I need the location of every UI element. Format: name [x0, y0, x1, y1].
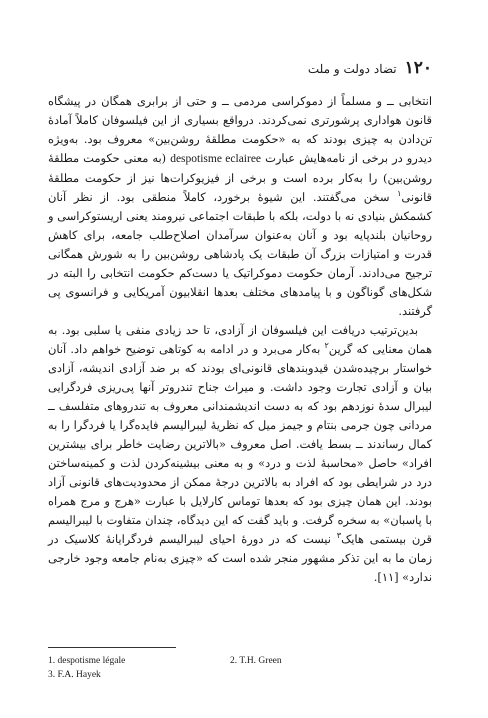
body-text: [48, 92, 432, 587]
footnote-2: [230, 654, 430, 668]
footnote-text: despotisme légale: [57, 656, 126, 666]
footnote-text: T.H. Green: [239, 656, 282, 666]
footnote-number: 2.: [230, 656, 238, 666]
text-span: بدین‌ترتیب دریافت این فیلسوفان از آزادی، تا حد زیادی منفی یا سلبی بود. به همان معنایی که گرین: [48, 323, 432, 356]
text-span: نیست که در دورهٔ احیای لیبرالیسم فردگرایانهٔ کلاسیک در زمان ما به این تذکر مشهور منجر شده است که «چیزی به‌نام جامعه وجود خارجی ندارد» [۱۱].: [48, 532, 432, 584]
footnotes: [48, 654, 432, 682]
footnote-divider: [48, 647, 176, 648]
paragraph-1: [48, 92, 432, 321]
latin-term: despotisme eclairee: [170, 153, 262, 165]
running-title: تضاد دولت و ملت: [307, 62, 397, 76]
text-span: (به معنی حکومت مطلقهٔ روشن‌بین) را به‌کار برده است و برخی از فیزیوکرات‌ها نیز از حکومت مطلقهٔ قانونی: [48, 151, 432, 204]
footnote-text: F.A. Hayek: [57, 670, 101, 680]
footnote-number: 3.: [48, 670, 56, 680]
page-header: [48, 58, 432, 78]
footnote-ref-2[interactable]: ۲: [324, 341, 329, 351]
footnote-ref-3[interactable]: ۳: [336, 531, 342, 541]
text-span: سخن می‌گفتند. این شیوهٔ برخورد، کاملاً منطقی بود. از نظر آنان کشمکش بنیادی نه با دولت، بلکه با طبقات اجتماعی نیرومند یعنی اریستوکراسی و روحانیان بلندپایه بود و آنان به‌عنوان سرآمدان اصلاح‌طلب جامعه، برای کاهش قدرت و امتیازات بزرگ آن طبقات یک پادشاهی روشن‌بین را به شورش همگانی ترجیح می‌دادند. آرمان حکومت دموکراتیک یا دست‌کم حکومت انتخابی را البته در شکل‌های گوناگون و با پیامدهای مختلف بعدها انقلابیون آمریکایی و فرانسوی پی گرفتند.: [48, 190, 432, 318]
paragraph-2: [48, 321, 432, 587]
text-span: به‌کار می‌برد و در ادامه به کوتاهی توضیح خواهم داد. آنان خواستار برچیده‌شدن قیدوبندهای قانونی‌ای بودند که بر ضد آزادی اندیشه، آزادی بیان و آزادی تجارت وجود داشت. و میراث جناح تندروتر آنها پی‌ریزی فردگرایی لیبرال سدهٔ نوزدهم بود که به دست اندیشمندانی معروف به تندروهای متفلسف ــ مردانی چون جرمی بنتام و جیمز میل که نظریهٔ لیبرالیسم فایده‌گرا یا فردگرا را به کمال رساندند ــ بسط یافت. اصل معروف «بالاترین رضایت خاطر برای بیشترین افراد» حاصل «محاسبهٔ لذت و درد» و به معنی بیشینه‌کردن لذت و کمینه‌ساختن درد در شرایطی بود که افراد به بالاترین درجهٔ ممکن از محدودیت‌های قانونی آزاد بودند. این همان چیزی بود که بعدها توماس کارلایل با عبارت «هرج و مرج همراه با پاسبان» به سخره گرفت. و باید گفت که این دیدگاه، چندان متفاوت با لیبرالیسم قرن بیستمی هایک: [48, 342, 432, 546]
footnote-number: 1.: [48, 656, 56, 666]
page-number: ۱۲۰: [404, 58, 432, 78]
footnote-ref-1[interactable]: ۱: [397, 189, 402, 199]
footnote-3: [48, 668, 230, 682]
text-span: انتخابی ــ و مسلماً از دموکراسی مردمی ــ و حتی از برابری همگان در پیشگاه قانون هواداری پرشورتری نمی‌کردند. درواقع بسیاری از این فیلسوفان کاملاً آمادهٔ تن‌دادن به چیزی بودند که به «حکومت مطلقهٔ روشن‌بین» معروف بود. به‌ویژه دیدرو در برخی از نامه‌هایش عبارت: [48, 94, 432, 165]
footnote-1: [48, 654, 230, 668]
